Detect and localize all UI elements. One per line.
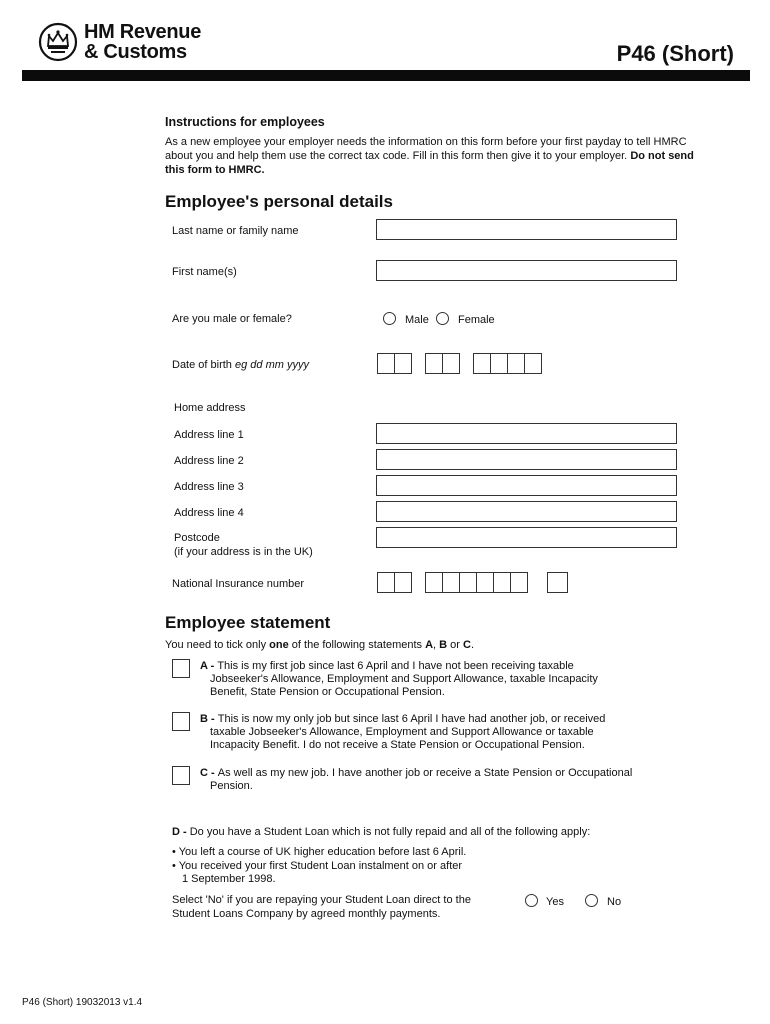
last-name-field[interactable] <box>376 219 677 240</box>
hmrc-crest-logo <box>38 22 78 62</box>
student-loan-bullet-2: • You received your first Student Loan instalment on or after 1 September 1998. <box>172 860 463 885</box>
postcode-label: Postcode (if your address is in the UK) <box>174 532 313 558</box>
dob-label: Date of birth eg dd mm yyyy <box>172 359 309 371</box>
address-line-4-field[interactable] <box>376 501 677 522</box>
employee-statement-heading: Employee statement <box>165 613 331 632</box>
header-rule <box>22 70 750 81</box>
last-name-label: Last name or family name <box>172 225 299 237</box>
statement-a-text: A - This is my first job since last 6 April and I have not been receiving taxable Jobseeker's Allowance, Employment and Support Allowance, taxable Incapacity Benefit, State Pension or Occupational Pension. <box>200 660 598 698</box>
hmrc-wordmark: HM Revenue & Customs <box>84 21 202 63</box>
address-line-2-field[interactable] <box>376 449 677 470</box>
student-loan-no-label: No <box>607 896 622 908</box>
male-radio[interactable] <box>383 312 396 325</box>
statement-c-checkbox[interactable] <box>172 766 190 785</box>
ni-prefix-boxes[interactable] <box>377 572 412 593</box>
female-label: Female <box>458 314 495 326</box>
ni-number-label: National Insurance number <box>172 578 305 590</box>
instructions-heading: Instructions for employees <box>165 115 325 129</box>
first-name-field[interactable] <box>376 260 677 281</box>
dob-day-boxes[interactable] <box>377 353 412 374</box>
statement-b-checkbox[interactable] <box>172 712 190 731</box>
gender-label: Are you male or female? <box>172 313 292 325</box>
statement-intro: You need to tick only one of the following statements A, B or C. <box>165 639 475 651</box>
student-loan-yes-radio[interactable] <box>525 894 538 907</box>
student-loan-no-radio[interactable] <box>585 894 598 907</box>
address-line-3-field[interactable] <box>376 475 677 496</box>
form-title: P46 (Short) <box>616 41 734 66</box>
student-loan-bullet-1: • You left a course of UK higher education before last 6 April. <box>172 846 467 858</box>
ni-digits-boxes[interactable] <box>425 572 528 593</box>
first-name-label: First name(s) <box>172 266 237 278</box>
home-address-label: Home address <box>174 402 246 414</box>
male-label: Male <box>405 314 429 326</box>
instructions-text: As a new employee your employer needs the information on this form before your first payday to tell HMRC about you and help them use the correct tax code. Fill in this form then give it to your employer. Do not send this form to HMRC. <box>165 136 694 176</box>
form-version-footer: P46 (Short) 19032013 v1.4 <box>22 997 143 1008</box>
statement-c-text: C - As well as my new job. I have another job or receive a State Pension or Occupational Pension. <box>200 767 633 792</box>
address-line-3-label: Address line 3 <box>174 481 244 493</box>
select-no-instruction: Select 'No' if you are repaying your Student Loan direct to the Student Loans Company by agreed monthly payments. <box>172 894 471 920</box>
address-line-4-label: Address line 4 <box>174 507 244 519</box>
address-line-2-label: Address line 2 <box>174 455 244 467</box>
female-radio[interactable] <box>436 312 449 325</box>
statement-a-checkbox[interactable] <box>172 659 190 678</box>
dob-month-boxes[interactable] <box>425 353 460 374</box>
address-line-1-label: Address line 1 <box>174 429 244 441</box>
ni-suffix-box[interactable] <box>547 572 568 593</box>
address-line-1-field[interactable] <box>376 423 677 444</box>
dob-year-boxes[interactable] <box>473 353 542 374</box>
student-loan-yes-label: Yes <box>546 896 564 908</box>
statement-b-text: B - This is now my only job but since last 6 April I have had another job, or received taxable Jobseeker's Allowance, Employment and Support Allowance or taxable Incapacity Benefit. I do not receive a State Pension or Occupational Pension. <box>200 713 606 751</box>
postcode-field[interactable] <box>376 527 677 548</box>
personal-details-heading: Employee's personal details <box>165 192 393 211</box>
statement-d-text: D - Do you have a Student Loan which is not fully repaid and all of the following apply: <box>172 826 591 838</box>
